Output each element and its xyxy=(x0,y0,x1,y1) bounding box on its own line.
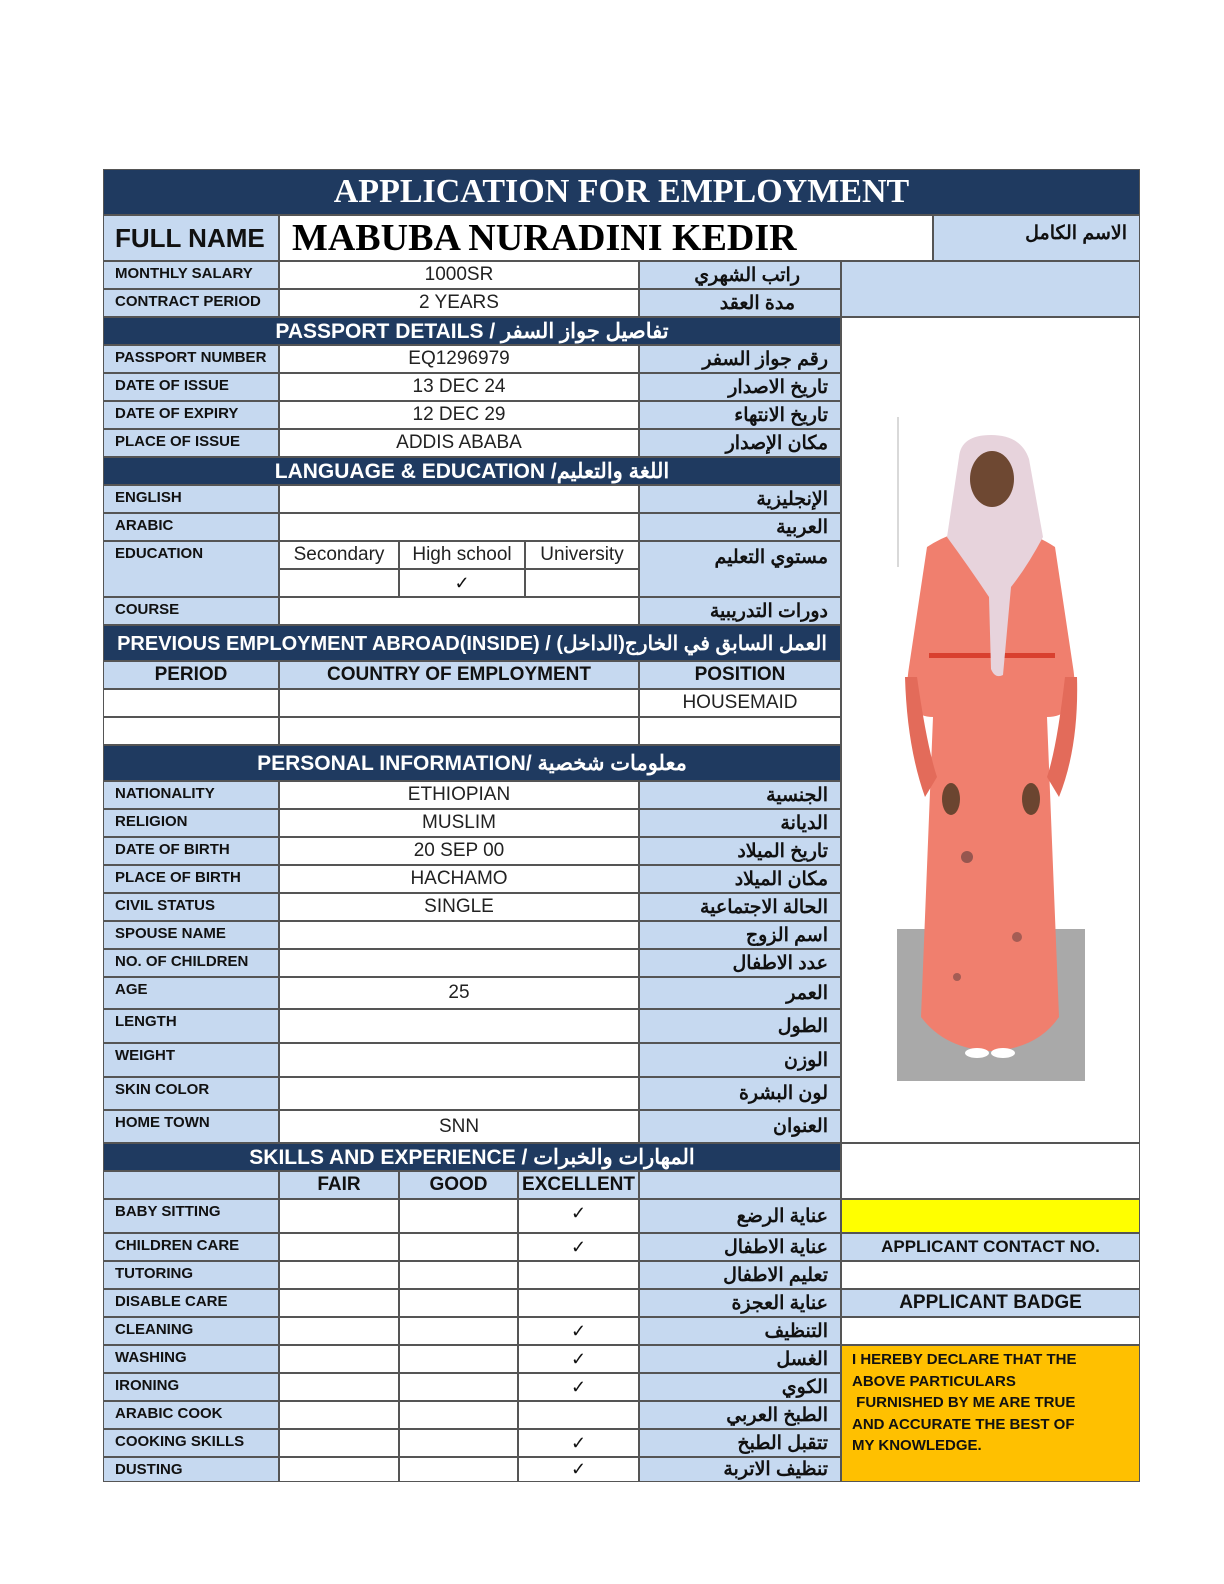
col-period: PERIOD xyxy=(103,661,279,689)
declaration-line: AND ACCURATE THE BEST OF xyxy=(852,1415,1075,1433)
place-of-issue-label-ar: مكان الإصدار xyxy=(639,429,841,457)
date-of-issue-label-ar: تاريخ الاصدار xyxy=(639,373,841,401)
skill-label-ar: تتقبل الطبخ xyxy=(639,1429,841,1457)
col-position: POSITION xyxy=(639,661,841,689)
declaration-box xyxy=(841,1345,1140,1482)
applicant-contact-label: APPLICANT CONTACT NO. xyxy=(841,1233,1140,1261)
age-label-ar: العمر xyxy=(639,977,841,1009)
arabic-label-ar: العربية xyxy=(639,513,841,541)
declaration-line: I HEREBY DECLARE THAT THE xyxy=(852,1351,1077,1368)
monthly-salary-value: 1000SR xyxy=(279,261,639,289)
skill-excellent-mark: ✓ xyxy=(518,1457,639,1482)
nationality-value: ETHIOPIAN xyxy=(279,781,639,809)
passport-header: PASSPORT DETAILS / تفاصيل جواز السفر xyxy=(103,317,841,345)
skill-fair-mark xyxy=(279,1401,399,1429)
skill-good-mark xyxy=(399,1199,518,1233)
education-secondary-mark xyxy=(279,569,399,597)
place-of-issue-label: PLACE OF ISSUE xyxy=(103,429,279,457)
skill-fair-mark xyxy=(279,1199,399,1233)
nationality-label-ar: الجنسية xyxy=(639,781,841,809)
english-label-ar: الإنجليزية xyxy=(639,485,841,513)
skin-color-label-ar: لون البشرة xyxy=(639,1077,841,1110)
home-town-label-ar: العنوان xyxy=(639,1110,841,1143)
skill-excellent-mark xyxy=(518,1401,639,1429)
date-of-issue-label: DATE OF ISSUE xyxy=(103,373,279,401)
spouse-name-value xyxy=(279,921,639,949)
education-high-school: High school xyxy=(399,541,525,569)
place-of-birth-value: HACHAMO xyxy=(279,865,639,893)
skill-label-ar: عناية الرضع xyxy=(639,1199,841,1233)
prev-position-1: HOUSEMAID xyxy=(639,689,841,717)
applicant-badge-value xyxy=(841,1317,1140,1345)
skills-header: SKILLS AND EXPERIENCE / المهارات والخبرات xyxy=(103,1143,841,1171)
education-university-mark xyxy=(525,569,639,597)
skill-good-mark xyxy=(399,1317,518,1345)
skill-label: DISABLE CARE xyxy=(103,1289,279,1317)
passport-number-label-ar: رقم جواز السفر xyxy=(639,345,841,373)
form-title: APPLICATION FOR EMPLOYMENT xyxy=(103,169,1140,215)
weight-value xyxy=(279,1043,639,1077)
date-of-birth-value: 20 SEP 00 xyxy=(279,837,639,865)
skill-label: TUTORING xyxy=(103,1261,279,1289)
skill-excellent-mark: ✓ xyxy=(518,1345,639,1373)
prev-country-2 xyxy=(279,717,639,745)
age-value: 25 xyxy=(279,977,639,1009)
skill-good-mark xyxy=(399,1373,518,1401)
top-right-blank xyxy=(841,261,1140,317)
skills-col-blank-right xyxy=(639,1171,841,1199)
skill-label-ar: الطبخ العربي xyxy=(639,1401,841,1429)
skill-label: COOKING SKILLS xyxy=(103,1429,279,1457)
declaration-line: FURNISHED BY ME ARE TRUE xyxy=(852,1394,1076,1411)
skill-excellent-mark: ✓ xyxy=(518,1373,639,1401)
skill-fair-mark xyxy=(279,1345,399,1373)
date-of-issue-value: 13 DEC 24 xyxy=(279,373,639,401)
education-secondary: Secondary xyxy=(279,541,399,569)
place-of-issue-value: ADDIS ABABA xyxy=(279,429,639,457)
length-label: LENGTH xyxy=(103,1009,279,1043)
skill-excellent-mark xyxy=(518,1261,639,1289)
contract-period-value: 2 YEARS xyxy=(279,289,639,317)
skills-col-blank-left xyxy=(103,1171,279,1199)
english-value xyxy=(279,485,639,513)
skill-excellent-mark xyxy=(518,1289,639,1317)
religion-label: RELIGION xyxy=(103,809,279,837)
civil-status-value: SINGLE xyxy=(279,893,639,921)
skill-label: WASHING xyxy=(103,1345,279,1373)
prev-period-2 xyxy=(103,717,279,745)
education-label: EDUCATION xyxy=(103,541,279,597)
children-count-label-ar: عدد الاطفال xyxy=(639,949,841,977)
full-name-value: MABUBA NURADINI KEDIR xyxy=(279,215,933,261)
skill-fair-mark xyxy=(279,1233,399,1261)
full-name-label-ar: الاسم الكامل xyxy=(933,215,1140,261)
language-header: LANGUAGE & EDUCATION /اللغة والتعليم xyxy=(103,457,841,485)
civil-status-label-ar: الحالة الاجتماعية xyxy=(639,893,841,921)
photo-panel xyxy=(841,317,1140,1143)
english-label: ENGLISH xyxy=(103,485,279,513)
skill-label-ar: تعليم الاطفال xyxy=(639,1261,841,1289)
employment-application-form xyxy=(103,169,1140,1482)
skill-label-ar: التنظيف xyxy=(639,1317,841,1345)
applicant-badge-label: APPLICANT BADGE xyxy=(841,1289,1140,1317)
skills-col-good: GOOD xyxy=(399,1171,518,1199)
home-town-label: HOME TOWN xyxy=(103,1110,279,1143)
col-country: COUNTRY OF EMPLOYMENT xyxy=(279,661,639,689)
place-of-birth-label: PLACE OF BIRTH xyxy=(103,865,279,893)
skill-label-ar: الكوي xyxy=(639,1373,841,1401)
home-town-value: SNN xyxy=(279,1110,639,1143)
skill-excellent-mark: ✓ xyxy=(518,1429,639,1457)
length-value xyxy=(279,1009,639,1043)
declaration-line: MY KNOWLEDGE. xyxy=(852,1437,982,1454)
skill-fair-mark xyxy=(279,1457,399,1482)
education-label-ar: مستوي التعليم xyxy=(639,541,841,597)
date-of-birth-label-ar: تاريخ الميلاد xyxy=(639,837,841,865)
skill-label: CHILDREN CARE xyxy=(103,1233,279,1261)
spouse-name-label: SPOUSE NAME xyxy=(103,921,279,949)
skill-good-mark xyxy=(399,1233,518,1261)
prev-position-2 xyxy=(639,717,841,745)
religion-label-ar: الديانة xyxy=(639,809,841,837)
skill-label-ar: تنظيف الاتربة xyxy=(639,1457,841,1482)
religion-value: MUSLIM xyxy=(279,809,639,837)
weight-label-ar: الوزن xyxy=(639,1043,841,1077)
skill-good-mark xyxy=(399,1429,518,1457)
contract-period-label-ar: مدة العقد xyxy=(639,289,841,317)
skill-good-mark xyxy=(399,1345,518,1373)
skills-col-fair: FAIR xyxy=(279,1171,399,1199)
monthly-salary-label-ar: راتب الشهري xyxy=(639,261,841,289)
skill-fair-mark xyxy=(279,1373,399,1401)
skill-good-mark xyxy=(399,1289,518,1317)
yellow-highlight-cell xyxy=(841,1199,1140,1233)
passport-number-label: PASSPORT NUMBER xyxy=(103,345,279,373)
prev-period-1 xyxy=(103,689,279,717)
skill-label: IRONING xyxy=(103,1373,279,1401)
arabic-label: ARABIC xyxy=(103,513,279,541)
skill-fair-mark xyxy=(279,1261,399,1289)
declaration-line: ABOVE PARTICULARS xyxy=(852,1372,1016,1390)
skill-good-mark xyxy=(399,1457,518,1482)
previous-employment-header: PREVIOUS EMPLOYMENT ABROAD(INSIDE) / العمل السابق في الخارج(الداخل) xyxy=(103,625,841,661)
spouse-name-label-ar: اسم الزوج xyxy=(639,921,841,949)
monthly-salary-label: MONTHLY SALARY xyxy=(103,261,279,289)
skill-excellent-mark: ✓ xyxy=(518,1233,639,1261)
face xyxy=(970,451,1014,507)
skill-label: BABY SITTING xyxy=(103,1199,279,1233)
children-count-value xyxy=(279,949,639,977)
skill-fair-mark xyxy=(279,1317,399,1345)
skill-label-ar: الغسل xyxy=(639,1345,841,1373)
date-of-expiry-label: DATE OF EXPIRY xyxy=(103,401,279,429)
skill-fair-mark xyxy=(279,1429,399,1457)
skill-label: DUSTING xyxy=(103,1457,279,1482)
date-of-expiry-label-ar: تاريخ الانتهاء xyxy=(639,401,841,429)
education-high-school-mark: ✓ xyxy=(399,569,525,597)
prev-country-1 xyxy=(279,689,639,717)
applicant-photo xyxy=(897,417,1085,1081)
length-label-ar: الطول xyxy=(639,1009,841,1043)
place-of-birth-label-ar: مكان الميلاد xyxy=(639,865,841,893)
skill-label: ARABIC COOK xyxy=(103,1401,279,1429)
skin-color-value xyxy=(279,1077,639,1110)
skill-fair-mark xyxy=(279,1289,399,1317)
skill-label-ar: عناية الاطفال xyxy=(639,1233,841,1261)
course-label: COURSE xyxy=(103,597,279,625)
skill-label-ar: عناية العجزة xyxy=(639,1289,841,1317)
date-of-expiry-value: 12 DEC 29 xyxy=(279,401,639,429)
skill-excellent-mark: ✓ xyxy=(518,1199,639,1233)
skill-label: CLEANING xyxy=(103,1317,279,1345)
skills-side-blank xyxy=(841,1143,1140,1199)
course-value xyxy=(279,597,639,625)
skills-col-excellent: EXCELLENT xyxy=(518,1171,639,1199)
course-label-ar: دورات التدريبية xyxy=(639,597,841,625)
contract-period-label: CONTRACT PERIOD xyxy=(103,289,279,317)
personal-header: PERSONAL INFORMATION/ معلومات شخصية xyxy=(103,745,841,781)
education-university: University xyxy=(525,541,639,569)
arabic-value xyxy=(279,513,639,541)
civil-status-label: CIVIL STATUS xyxy=(103,893,279,921)
weight-label: WEIGHT xyxy=(103,1043,279,1077)
applicant-contact-value xyxy=(841,1261,1140,1289)
nationality-label: NATIONALITY xyxy=(103,781,279,809)
skill-good-mark xyxy=(399,1401,518,1429)
full-name-label: FULL NAME xyxy=(103,215,279,261)
skin-color-label: SKIN COLOR xyxy=(103,1077,279,1110)
date-of-birth-label: DATE OF BIRTH xyxy=(103,837,279,865)
skill-good-mark xyxy=(399,1261,518,1289)
passport-number-value: EQ1296979 xyxy=(279,345,639,373)
skill-excellent-mark: ✓ xyxy=(518,1317,639,1345)
age-label: AGE xyxy=(103,977,279,1009)
children-count-label: NO. OF CHILDREN xyxy=(103,949,279,977)
